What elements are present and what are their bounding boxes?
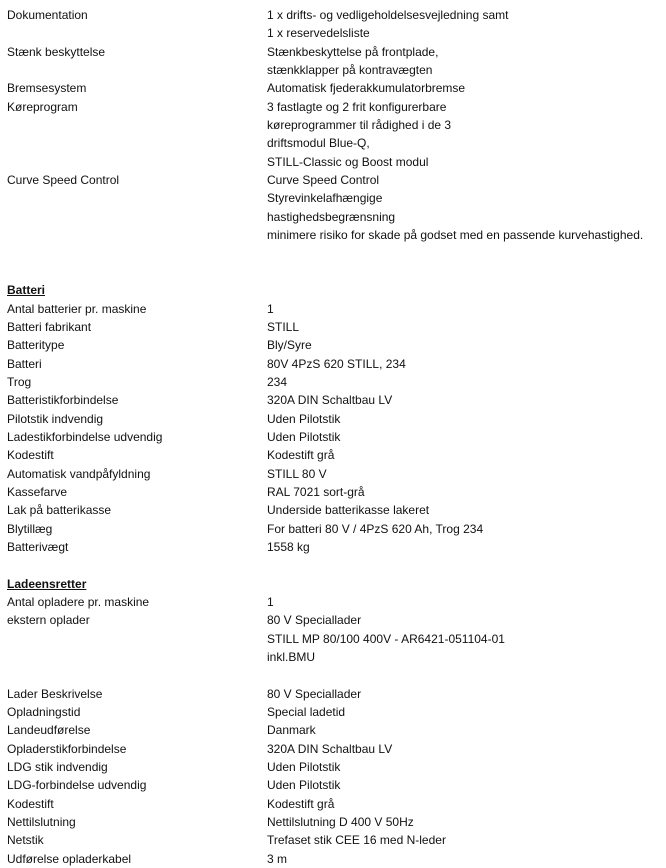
spec-row — [7, 6, 666, 43]
spec-label: Kodestift — [7, 448, 54, 463]
spec-row — [7, 740, 666, 758]
spec-label: Antal opladere pr. maskine — [7, 595, 150, 609]
spec-label: Curve Speed Control — [7, 173, 120, 188]
spec-row — [7, 813, 666, 831]
spec-values — [267, 611, 666, 666]
spec-value-line: 1558 kg — [267, 539, 310, 554]
spec-value-line: Kodestift grå — [267, 448, 335, 463]
spec-values — [267, 171, 666, 244]
spec-row — [7, 171, 666, 244]
spec-value-line — [267, 666, 666, 684]
spec-row — [7, 831, 666, 849]
spec-values — [267, 465, 666, 483]
spec-row — [7, 685, 666, 703]
spec-value-line: STILL — [267, 319, 300, 334]
spec-value-line: driftsmodul Blue-Q, — [267, 136, 370, 151]
spec-value-line: Nettilslutning D 400 V 50Hz — [267, 815, 414, 830]
spec-values — [267, 336, 666, 354]
spec-row — [7, 795, 666, 813]
spec-row — [7, 410, 666, 428]
spec-row — [7, 721, 666, 739]
spec-row — [7, 593, 666, 611]
spec-label: Netstik — [7, 833, 44, 848]
spec-row — [7, 391, 666, 409]
spec-row — [7, 850, 666, 868]
spec-row — [7, 79, 666, 97]
spec-label: LDG-forbindelse udvendig — [7, 778, 147, 793]
spec-label: Batteritype — [7, 338, 65, 353]
spec-row — [7, 446, 666, 464]
spec-value-line: Underside batterikasse lakeret — [267, 503, 430, 518]
spec-values — [267, 538, 666, 556]
spec-value-line: Stænkbeskyttelse på frontplade, — [267, 44, 439, 59]
spec-value-line: hastighedsbegrænsning — [267, 209, 396, 224]
spec-label: ekstern oplader — [7, 613, 90, 628]
spec-values — [267, 776, 666, 794]
spec-value-line: Automatisk fjederakkumulatorbremse — [267, 81, 466, 96]
spec-values — [267, 43, 666, 80]
spec-values — [267, 740, 666, 758]
spec-value-line: RAL 7021 sort-grå — [267, 484, 365, 499]
spec-label: LDG stik indvendig — [7, 760, 108, 775]
spec-value-line: Special ladetid — [267, 705, 346, 720]
spec-value-line: STILL MP 80/100 400V - AR6421-051104-01 — [267, 631, 505, 646]
spec-value-line: 3 fastlagte og 2 frit konfigurerbare — [267, 99, 447, 114]
spec-values — [267, 318, 666, 336]
spec-values — [267, 483, 666, 501]
spec-values — [267, 520, 666, 538]
battery-heading: Batteri — [7, 283, 46, 298]
spec-values — [267, 428, 666, 446]
spec-values — [267, 703, 666, 721]
spec-label: Batteristikforbindelse — [7, 393, 119, 408]
spec-row — [7, 758, 666, 776]
section-spacer — [7, 263, 666, 281]
spec-label: Ladestikforbindelse udvendig — [7, 429, 163, 444]
spec-values — [267, 795, 666, 813]
spec-row — [7, 336, 666, 354]
spec-values — [267, 813, 666, 831]
spec-row — [7, 373, 666, 391]
spec-row — [7, 666, 666, 684]
spec-value-line: Trefaset stik CEE 16 med N-leder — [267, 833, 446, 848]
general-spec-section — [7, 6, 666, 244]
spec-row — [7, 43, 666, 80]
spec-label: Stænk beskyttelse — [7, 44, 106, 59]
spec-label: Batterivægt — [7, 539, 69, 554]
spec-values — [267, 593, 666, 611]
spec-label: Udførelse opladerkabel — [7, 851, 132, 866]
spec-value-line: 1 — [267, 595, 274, 609]
spec-value-line: 320A DIN Schaltbau LV — [267, 741, 393, 756]
spec-row — [7, 465, 666, 483]
spec-value-line: 234 — [267, 374, 288, 389]
spec-value-line: 1 x drifts- og vedligeholdelsesvejledning samt — [267, 8, 509, 22]
spec-value-line: Curve Speed Control — [267, 173, 380, 188]
spec-values — [267, 501, 666, 519]
spec-row — [7, 776, 666, 794]
spec-value-line: Uden Pilotstik — [267, 411, 341, 426]
spec-value-line: STILL 80 V — [267, 466, 327, 481]
spec-value-line: 3 m — [267, 851, 288, 866]
spec-value-line: 80 V Speciallader — [267, 613, 362, 628]
spec-row — [7, 501, 666, 519]
spec-values — [267, 373, 666, 391]
spec-values — [267, 6, 666, 43]
spec-value-line: Uden Pilotstik — [267, 429, 341, 444]
spec-label: Automatisk vandpåfyldning — [7, 466, 151, 481]
spec-values — [267, 850, 666, 868]
spec-values — [267, 685, 666, 703]
spec-label — [7, 666, 267, 684]
spec-value-line: 320A DIN Schaltbau LV — [267, 393, 393, 408]
spec-label: Blytillæg — [7, 521, 53, 536]
spec-value-line: stænkklapper på kontravægten — [267, 63, 433, 78]
spec-value-line: Uden Pilotstik — [267, 760, 341, 775]
spec-label: Nettilslutning — [7, 815, 76, 830]
spec-label: Opladerstikforbindelse — [7, 741, 127, 756]
spec-value-line: STILL-Classic og Boost modul — [267, 154, 429, 169]
section-spacer — [7, 244, 666, 262]
spec-values — [267, 410, 666, 428]
spec-row — [7, 520, 666, 538]
spec-label: Trog — [7, 374, 32, 389]
spec-label: Lak på batterikasse — [7, 503, 112, 518]
spec-label: Antal batterier pr. maskine — [7, 301, 147, 316]
spec-value-line: For batteri 80 V / 4PzS 620 Ah, Trog 234 — [267, 521, 484, 536]
spec-value-line: 1 — [267, 301, 274, 316]
spec-values — [267, 355, 666, 373]
section-spacer — [7, 556, 666, 574]
spec-row — [7, 483, 666, 501]
spec-values — [267, 300, 666, 318]
spec-values — [267, 391, 666, 409]
spec-row — [7, 428, 666, 446]
spec-label: Køreprogram — [7, 99, 78, 114]
spec-value-line: køreprogrammer til rådighed i de 3 — [267, 118, 452, 133]
spec-value-line: Kodestift grå — [267, 796, 335, 811]
spec-value-line: minimere risiko for skade på godset med en passende kurvehastighed. — [267, 228, 644, 243]
spec-value-line: Uden Pilotstik — [267, 778, 341, 793]
spec-values — [267, 758, 666, 776]
charger-spec-section — [7, 593, 666, 868]
spec-label: Kodestift — [7, 796, 54, 811]
charger-heading: Ladeensretter — [7, 576, 87, 591]
spec-value-line: inkl.BMU — [267, 650, 316, 665]
spec-label: Batteri — [7, 356, 42, 371]
spec-value-line: Danmark — [267, 723, 316, 738]
spec-value-line: 1 x reservedelsliste — [267, 26, 370, 41]
spec-row — [7, 611, 666, 666]
spec-value-line: 80 V Speciallader — [267, 686, 362, 701]
spec-values — [267, 98, 666, 171]
spec-values — [267, 721, 666, 739]
spec-value-line: Bly/Syre — [267, 338, 312, 353]
spec-row — [7, 355, 666, 373]
spec-values — [267, 831, 666, 849]
spec-label: Kassefarve — [7, 484, 68, 499]
spec-label: Bremsesystem — [7, 81, 87, 96]
spec-row — [7, 538, 666, 556]
spec-row — [7, 98, 666, 171]
spec-label: Opladningstid — [7, 705, 81, 720]
spec-label: Batteri fabrikant — [7, 319, 92, 334]
spec-row — [7, 703, 666, 721]
spec-values — [267, 666, 666, 684]
battery-spec-section — [7, 300, 666, 557]
spec-row — [7, 318, 666, 336]
spec-label: Pilotstik indvendig — [7, 411, 104, 426]
spec-value-line: Styrevinkelafhængige — [267, 191, 383, 206]
spec-value-line: 80V 4PzS 620 STILL, 234 — [267, 356, 406, 371]
spec-label: Dokumentation — [7, 8, 88, 22]
spec-values — [267, 446, 666, 464]
spec-label: Landeudførelse — [7, 723, 91, 738]
spec-row — [7, 300, 666, 318]
spec-values — [267, 79, 666, 97]
spec-label: Lader Beskrivelse — [7, 686, 103, 701]
